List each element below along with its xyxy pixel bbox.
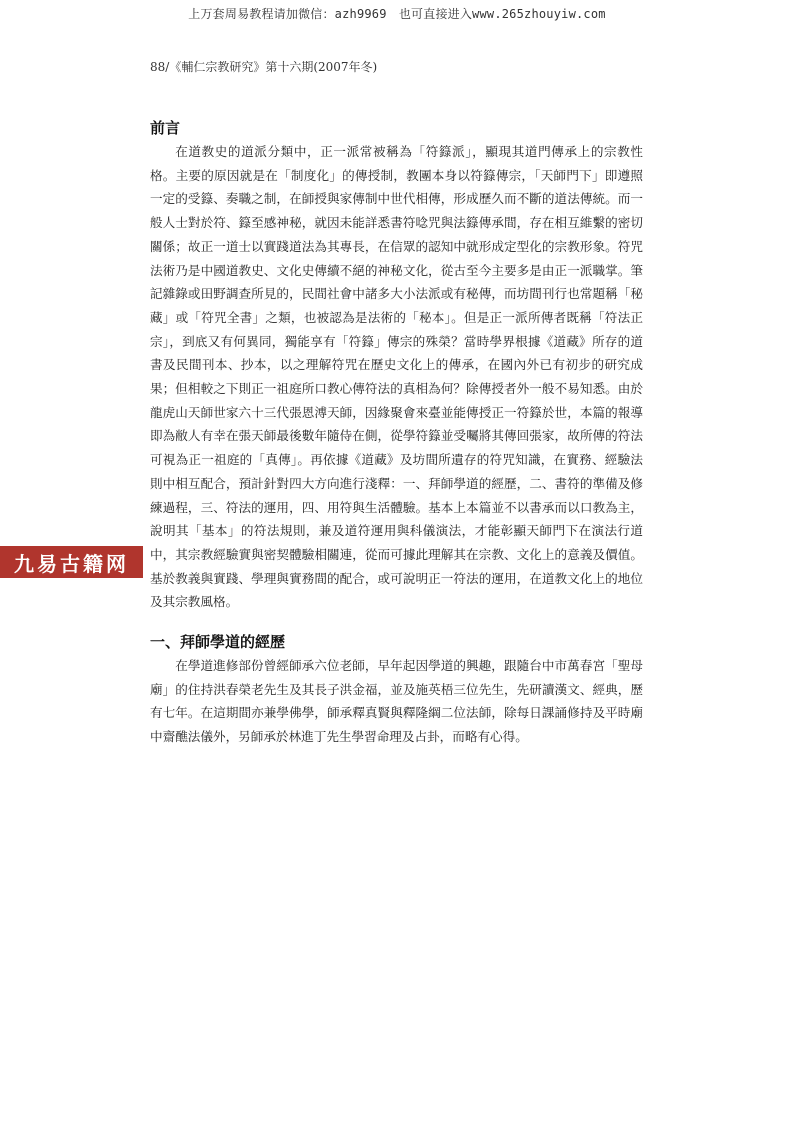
publisher-seal-logo: 九易古籍网 [0,546,143,578]
running-header: 88/《輔仁宗教研究》第十六期(2007年冬) [150,60,378,74]
article-body [150,118,643,749]
preface-paragraph: 在道教史的道派分類中，正一派常被稱為「符籙派」，顯現其道門傳承上的宗教性格。主要的原因就是在「制度化」的傳授制，教團本身以符籙傳宗，「天師門下」即遵照一定的受籙、奏職之制，在師授與家傳制中世代相傳，形成歷久而不斷的道法傳統。而一般人士對於符、籙至感神秘，就因未能詳悉書符唸咒與法籙傳承間，存在相互維繫的密切關係；故正一道士以實踐道法為其專長，在信眾的認知中就形成定型化的宗教形象。符咒法術乃是中國道教史、文化史傳續不絕的神秘文化，從古至今主要多是由正一派職掌。筆記雜錄或田野調查所見的，民間社會中諸多大小法派或有秘傳，而坊間刊行也常題稱「秘藏」或「符咒全書」之類，也被認為是法術的「秘本」。但是正一派所傳者既稱「符法正宗」，到底又有何異同，獨能享有「符籙」傳宗的殊榮？當時學界根據《道藏》所存的道書及民間刊本、抄本，以之理解符咒在歷史文化上的傳承，在國內外已有初步的研究成果；但相較之下則正一祖庭所口教心傳符法的真相為何？除傳授者外一般不易知悉。由於龍虎山天師世家六十三代張恩溥天師，因緣聚會來臺並能傳授正一符籙於世，本篇的報導即為敝人有幸在張天師最後數年隨侍在側，從學符籙並受囑將其傳回張家，故所傳的符法可視為正一祖庭的「真傳」。再依據《道藏》及坊間所遺存的符咒知識，在實務、經驗法則中相互配合，預計針對四大方向進行淺釋：一、拜師學道的經歷，二、書符的準備及修練過程，三、符法的運用，四、用符與生活體驗。基本上本篇並不以書承而以口教為主，說明其「基本」的符法規則，兼及道符運用與科儀演法，才能彰顯天師門下在演法行道中，其宗教經驗實與密契體驗相關連，從而可據此理解其在宗教、文化上的意義及價值。基於教義與實踐、學理與實務間的配合，或可說明正一符法的運用，在道教文化上的地位及其宗教風格。 [150,144,643,610]
apprenticeship-paragraph: 在學道進修部份曾經師承六位老師，早年起因學道的興趣，跟隨台中市萬春宮「聖母廟」的住持洪春榮老先生及其長子洪金福，並及施英梧三位先生，先研讀漢文、經典，歷有七年。在這期間亦兼學佛學，師承釋真賢與釋隆綱二位法師，除每日課誦修持及平時廟中齋醮法儀外，另師承於林進丁先生學習命理及占卦，而略有心得。 [150,658,643,745]
section-heading-preface: 前言 [150,119,181,137]
top-watermark-banner: 上万套周易教程请加微信：azh9969 也可直接进入www.265zhouyiw.com [188,7,606,21]
section-heading-apprenticeship: 一、拜師學道的經歷 [150,633,286,652]
